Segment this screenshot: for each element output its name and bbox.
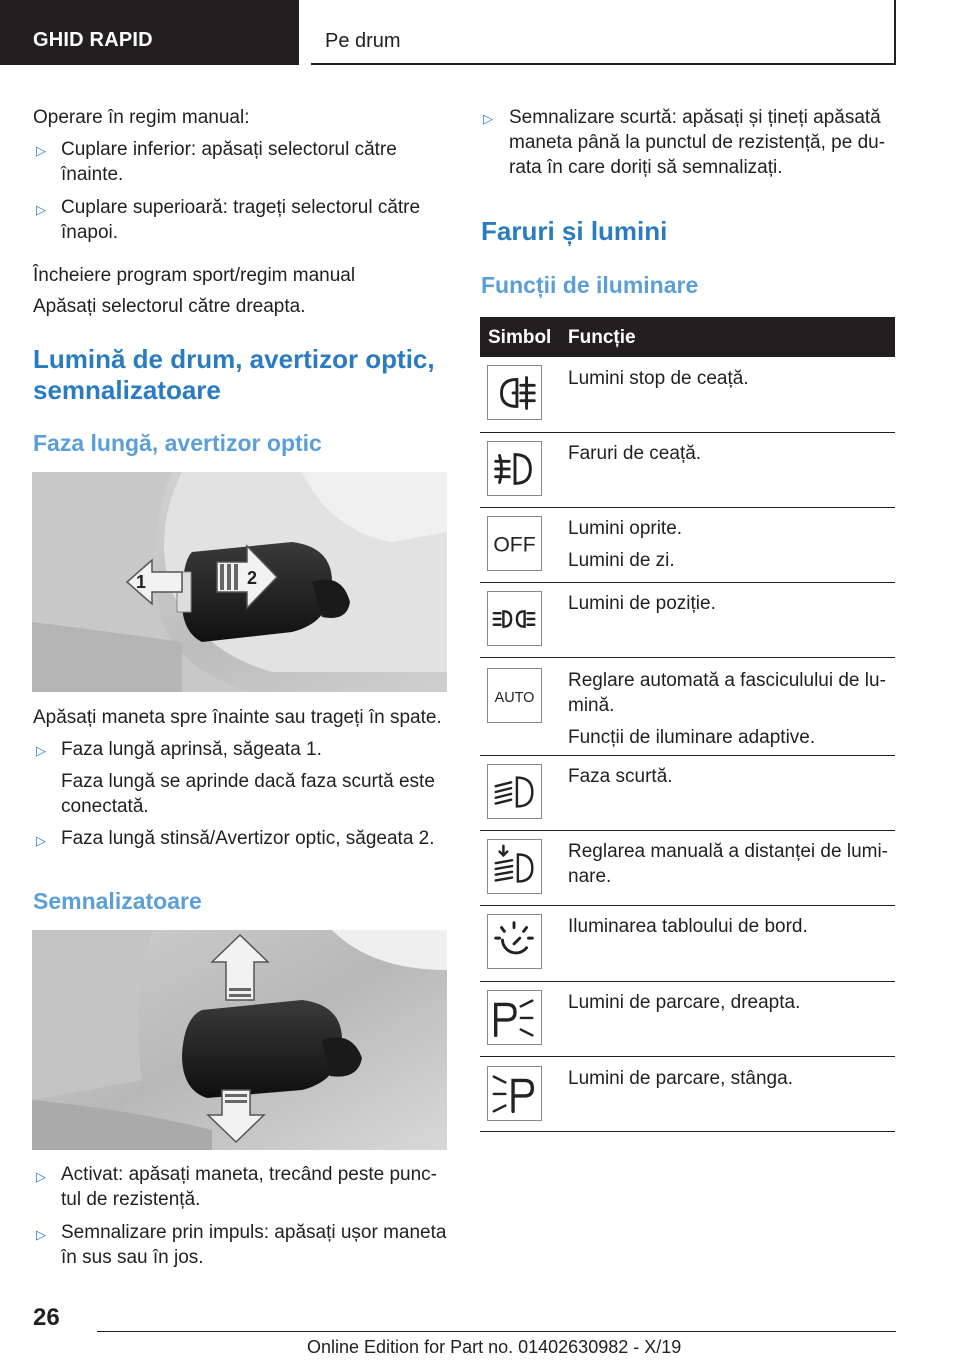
headlight-range-icon xyxy=(487,839,542,894)
column-header-function: Funcție xyxy=(568,327,636,348)
bullet-triangle-icon: ▷ xyxy=(36,1227,46,1242)
position-lights-icon xyxy=(487,591,542,646)
table-header xyxy=(480,317,895,357)
subheading-high-beam: Faza lungă, avertizor optic xyxy=(33,430,322,456)
header-section-tab xyxy=(0,0,299,65)
heading-line: Lumină de drum, avertizor optic, xyxy=(33,344,435,374)
bullet-line: Cuplare superioară: trageți selectorul către xyxy=(61,197,421,218)
function-text: mină. xyxy=(568,695,615,716)
table-row xyxy=(568,668,888,750)
section-heading-lights-signals xyxy=(33,344,435,406)
lever-high-beam-illustration xyxy=(32,472,447,692)
table-row-divider xyxy=(480,1131,895,1132)
bullet-triangle-icon: ▷ xyxy=(36,1169,46,1184)
instrument-lighting-icon xyxy=(487,914,542,969)
function-text: nare. xyxy=(568,866,612,887)
function-text: Lumini de zi. xyxy=(568,550,675,571)
bullet-shift-down xyxy=(61,137,397,187)
bullet-shift-up xyxy=(61,195,420,245)
footer-edition: Online Edition for Part no. 01402630982 - X/19 xyxy=(307,1337,682,1357)
table-row-divider xyxy=(480,1056,895,1057)
table-row-divider xyxy=(480,981,895,982)
table-row xyxy=(568,516,888,573)
end-program-title: Încheiere program sport/regim manual xyxy=(33,265,356,286)
function-text: Reglare automată a fasciculului de lu- xyxy=(568,670,886,691)
table-row xyxy=(568,1066,888,1091)
bullet-line: înainte. xyxy=(61,164,124,185)
table-row xyxy=(568,366,888,391)
parking-light-right-icon xyxy=(487,990,542,1045)
page-number: 26 xyxy=(33,1304,60,1331)
bullet-short-signal xyxy=(509,105,885,180)
bullet-signal-impulse xyxy=(61,1220,446,1270)
bullet-triangle-icon: ▷ xyxy=(36,743,46,758)
table-row-divider xyxy=(480,657,895,658)
table-row xyxy=(568,591,888,616)
header-chapter-tab xyxy=(311,0,896,65)
table-row xyxy=(568,764,888,789)
bullet-signal-activate xyxy=(61,1162,437,1212)
table-row-divider xyxy=(480,830,895,831)
arrow-label-2: 2 xyxy=(247,568,258,588)
bullet-line: Cuplare inferior: apăsați selectorul către xyxy=(61,139,397,160)
bullet-subline: conectată. xyxy=(61,796,149,817)
function-text: Lumini stop de ceață. xyxy=(568,368,749,389)
bullet-high-beam-on xyxy=(61,737,435,819)
table-row-divider xyxy=(480,432,895,433)
bullet-triangle-icon: ▷ xyxy=(483,111,493,126)
bullet-line: înapoi. xyxy=(61,222,119,243)
auto-symbol-text: AUTO xyxy=(494,689,535,706)
function-text: Funcții de iluminare adaptive. xyxy=(568,727,816,748)
manual-mode-intro: Operare în regim manual: xyxy=(33,107,250,128)
bullet-subline: Faza lungă se aprinde dacă faza scurtă este xyxy=(61,771,435,792)
bullet-line: Activat: apăsați maneta, trecând peste punc- xyxy=(61,1164,437,1185)
function-text: Faruri de ceață. xyxy=(568,443,702,464)
table-row xyxy=(568,990,888,1015)
heading-line: semnalizatoare xyxy=(33,375,221,405)
bullet-line: Semnalizare prin impuls: apăsați ușor maneta xyxy=(61,1222,447,1243)
bullet-line: Semnalizare scurtă: apăsați și țineți apăsată xyxy=(509,107,881,128)
function-text: Lumini de parcare, dreapta. xyxy=(568,992,801,1013)
function-text: Lumini de poziție. xyxy=(568,593,716,614)
table-row xyxy=(568,441,888,466)
bullet-line: în sus sau în jos. xyxy=(61,1247,204,1268)
lights-off-icon xyxy=(487,516,542,571)
bullet-line: Faza lungă aprinsă, săgeata 1. xyxy=(61,739,322,760)
front-fog-light-icon xyxy=(487,441,542,496)
bullet-line: maneta până la punctul de rezistență, pe du- xyxy=(509,132,886,153)
function-text: Reglarea manuală a distanței de lumi- xyxy=(568,841,889,862)
bullet-triangle-icon: ▷ xyxy=(36,143,46,158)
lever-instruction: Apăsați maneta spre înainte sau trageți în spate. xyxy=(33,707,442,728)
table-row xyxy=(568,914,888,939)
end-program-text: Apăsați selectorul către dreapta. xyxy=(33,296,306,317)
rear-fog-light-icon xyxy=(487,365,542,420)
function-text: Lumini de parcare, stânga. xyxy=(568,1068,793,1089)
table-row-divider xyxy=(480,905,895,906)
section-heading-headlights: Faruri și lumini xyxy=(481,216,668,246)
table-row-divider xyxy=(480,755,895,756)
bullet-line: rata în care doriți să semnalizați. xyxy=(509,157,783,178)
subheading-turn-signals: Semnalizatoare xyxy=(33,888,202,914)
function-text: Faza scurtă. xyxy=(568,766,673,787)
table-row-divider xyxy=(480,507,895,508)
subheading-lighting-functions: Funcții de iluminare xyxy=(481,272,699,298)
auto-headlight-icon xyxy=(487,668,542,723)
bullet-high-beam-off: Faza lungă stinsă/Avertizor optic, săgeata 2. xyxy=(61,828,435,849)
bullet-triangle-icon: ▷ xyxy=(36,833,46,848)
low-beam-icon xyxy=(487,764,542,819)
table-row xyxy=(568,839,888,889)
bullet-line: tul de rezistență. xyxy=(61,1189,201,1210)
lights-off-symbol-text: OFF xyxy=(493,533,536,557)
arrow-label-1: 1 xyxy=(136,572,147,592)
parking-light-left-icon xyxy=(487,1066,542,1121)
table-row-divider xyxy=(480,582,895,583)
footer-divider xyxy=(97,1331,896,1332)
header-section-title: GHID RAPID xyxy=(33,29,153,51)
header-chapter-title: Pe drum xyxy=(325,30,401,52)
column-header-symbol: Simbol xyxy=(488,327,552,348)
bullet-triangle-icon: ▷ xyxy=(36,202,46,217)
function-text: Lumini oprite. xyxy=(568,518,683,539)
turn-signal-illustration xyxy=(32,930,447,1150)
function-text: Iluminarea tabloului de bord. xyxy=(568,916,808,937)
